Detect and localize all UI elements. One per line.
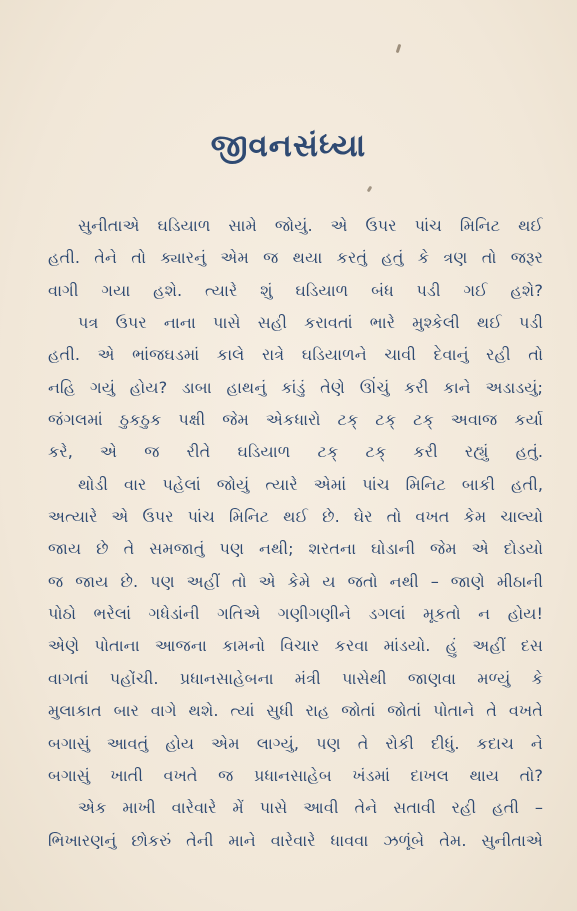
ink-speck <box>396 44 402 53</box>
text-line: જ જાય છે. પણ અહીં તો એ કેમે ય જતો નથી – જાણે મીઠાની <box>48 571 543 591</box>
text-line: સુનીતાએ ઘડિયાળ સામે જોયું. એ ઉપર પાંચ મિનિટ થઈ <box>78 216 543 235</box>
chapter-title: જીવનસંધ્યા <box>210 128 367 164</box>
text-line: બગાસું આવતું હોય એમ લાગ્યું, પણ તે રોકી દીધું. કદાચ ને <box>48 733 543 753</box>
text-line: ભિખારણનું છોકરું તેની માને વારેવારે ધાવવા ઝળૂંબે તેમ. સુનીતાએ <box>48 830 543 850</box>
paragraph <box>48 210 543 307</box>
text-line: અત્યારે એ ઉપર પાંચ મિનિટ થઈ છે. ઘેર તો વખત કેમ ચાલ્યો <box>48 507 543 527</box>
text-line: નહિ ગયું હોય? ડાબા હાથનું કાંડું તેણે ઊંચું કરી કાને અડાડયું; <box>48 377 543 397</box>
text-line: જંગલમાં ઠુકઠુક પક્ષી જેમ એકધારો ટક્ ટક્ ટક્ અવાજ કર્યા <box>48 410 543 430</box>
text-line: એક માખી વારેવારે મેં પાસે આવી તેને સતાવી રહી હતી – <box>78 798 543 818</box>
text-line: હતી. તેને તો ક્યારનું એમ જ થયા કરતું હતું કે ત્રણ તો જરૂર <box>48 248 543 268</box>
paragraph <box>48 307 543 469</box>
text-line: પોઠો ભરેલાં ગધેડાંની ગતિએ ગણીગણીને ડગલાં મૂકતો ન હોય! <box>48 604 543 624</box>
body-text <box>48 210 543 857</box>
text-line: હતી. એ ભાંજઘડમાં કાલે રાત્રે ઘડિયાળને ચાવી દેવાનું રહી તો <box>48 345 543 365</box>
paragraph <box>48 469 543 792</box>
text-line: વાગી ગયા હશે. ત્યારે શું ઘડિયાળ બંધ પડી ગઈ હશે? <box>48 280 543 300</box>
text-line: થોડી વાર પહેલાં જોયું ત્યારે એમાં પાંચ મિનિટ બાકી હતી, <box>78 474 543 494</box>
paragraph <box>48 792 543 857</box>
ink-speck <box>367 186 373 193</box>
text-line: એણે પોતાના આજના કામનો વિચાર કરવા માંડયો. હું અહીં દસ <box>48 636 543 656</box>
text-line: કરે, એ જ રીતે ઘડિયાળ ટક્ ટક્ કરી રહ્યું હતું. <box>48 442 543 462</box>
text-line: જાય છે તે સમજાતું પણ નથી; શરતના ઘોડાની જેમ એ દોડયો <box>48 539 543 559</box>
text-line: બગાસું ખાતી વખતે જ પ્રધાનસાહેબ ખંડમાં દાખલ થાય તો? <box>48 765 543 785</box>
text-line: મુલાકાત બાર વાગે થશે. ત્યાં સુધી રાહ જોતાં જોતાં પોતાને તે વખતે <box>48 701 543 721</box>
text-line: વાગતાં પહોંચી. પ્રધાનસાહેબના મંત્રી પાસેથી જાણવા મળ્યું કે <box>48 668 543 688</box>
text-line: પત્ર ઉપર નાના પાસે સહી કરાવતાં ભારે મુશ્કેલી થઈ પડી <box>78 313 543 333</box>
